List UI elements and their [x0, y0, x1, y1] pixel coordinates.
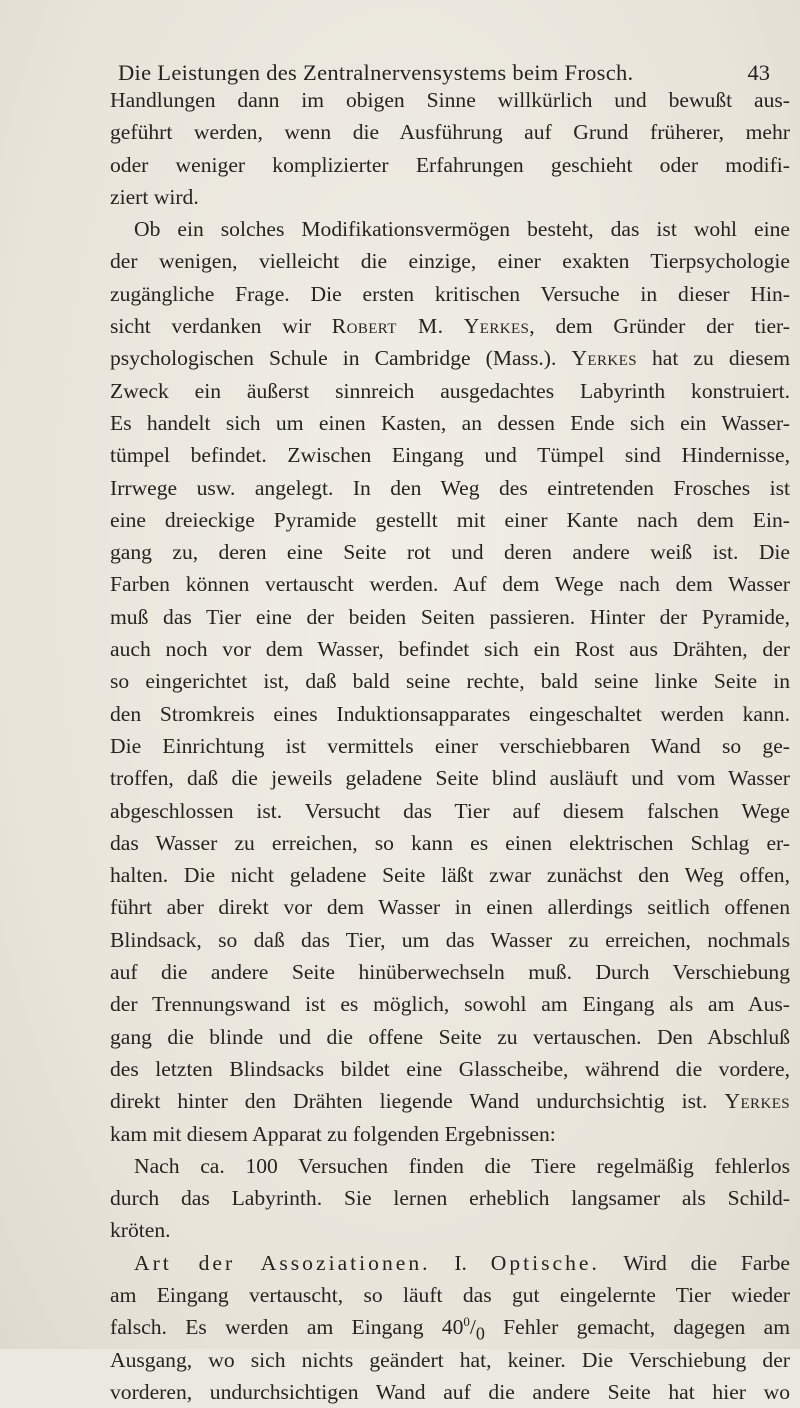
subsection-heading: Optische. — [490, 1250, 600, 1275]
text-line: gang zu, deren eine Seite rot und deren andere weiß ist. Die — [110, 540, 790, 565]
text-line: zugängliche Frage. Die ersten kritischen Versuche in dieser Hin- — [110, 281, 790, 306]
text-line: führt aber direkt vor dem Wasser in einen allerdings seitlich offenen — [110, 895, 790, 920]
text-line — [110, 310, 790, 342]
text-line: Ob ein solches Modifikationsvermögen besteht, das ist wohl eine — [134, 217, 790, 242]
text-run: falsch. Es werden am Eingang 40 — [110, 1315, 464, 1340]
text-line: Die Einrichtung ist vermittels einer verschiebbaren Wand so ge- — [110, 733, 790, 758]
text-line: vorderen, undurchsichtigen Wand auf die andere Seite hat hier wo — [110, 1379, 790, 1404]
text-line: des letzten Blindsacks bildet eine Glasscheibe, während die vordere, — [110, 1056, 790, 1081]
text-line: Farben können vertauscht werden. Auf dem Wege nach dem Wasser — [110, 572, 790, 597]
text-line: kam mit diesem Apparat zu folgenden Ergebnissen: — [110, 1121, 556, 1146]
text-line: troffen, daß die jeweils geladene Seite blind ausläuft und vom Wasser — [110, 766, 790, 791]
percent-sup: 0 — [463, 1314, 470, 1330]
body-text — [110, 84, 790, 1408]
text-line: eine dreieckige Pyramide gestellt mit einer Kante nach dem Ein- — [110, 507, 790, 532]
text-line: gang die blinde und die offene Seite zu vertauschen. Den Abschluß — [110, 1024, 790, 1049]
text-line: am Eingang vertauscht, so läuft das gut eingelernte Tier wieder — [110, 1282, 790, 1307]
text-line: so eingerichtet ist, daß bald seine rechte, bald seine linke Seite in — [110, 669, 790, 694]
author-name: Yerkes — [571, 346, 637, 371]
text-line: den Stromkreis eines Induktionsapparates eingeschaltet werden kann. — [110, 701, 790, 726]
text-line — [110, 1085, 790, 1117]
text-line — [110, 1311, 790, 1343]
text-line: Es handelt sich um einen Kasten, an dessen Ende sich ein Wasser- — [110, 410, 790, 435]
text-run: , dem Gründer der tier- — [529, 314, 790, 339]
percent-slash: / — [469, 1315, 476, 1340]
text-line: muß das Tier eine der beiden Seiten passieren. Hinter der Pyramide, — [110, 604, 790, 629]
text-run: sicht verdanken wir — [110, 314, 332, 339]
text-line: geführt werden, wenn die Ausführung auf Grund früherer, mehr — [110, 120, 790, 145]
text-run: Fehler gemacht, dagegen am — [484, 1315, 790, 1340]
text-line: kröten. — [110, 1218, 171, 1243]
text-line: ziert wird. — [110, 184, 199, 209]
text-line — [110, 342, 790, 374]
author-name: Robert M. Yerkes — [331, 314, 530, 339]
section-heading: Art der Assoziationen. — [134, 1250, 431, 1275]
text-line: Blindsack, so daß das Tier, um das Wasser zu erreichen, nochmals — [110, 927, 790, 952]
text-run: Wird die Farbe — [599, 1250, 791, 1275]
text-run: I. — [430, 1250, 491, 1275]
text-line: durch das Labyrinth. Sie lernen erheblich langsamer als Schild- — [110, 1186, 790, 1211]
author-name: Yerkes — [724, 1089, 790, 1114]
text-line: der Trennungswand ist es möglich, sowohl am Eingang als am Aus- — [110, 992, 790, 1017]
text-line: Ausgang, wo sich nichts geändert hat, keiner. Die Verschiebung der — [110, 1347, 790, 1372]
percent-sub: 0 — [475, 1323, 485, 1344]
text-run: direkt hinter den Drähten liegende Wand undurchsichtig ist. — [110, 1089, 708, 1114]
text-line: tümpel befindet. Zwischen Eingang und Tümpel sind Hindernisse, — [110, 443, 790, 468]
text-line: oder weniger komplizierter Erfahrungen geschieht oder modifi- — [110, 152, 790, 177]
text-run: psychologischen Schule in Cambridge (Mass.). — [110, 346, 572, 371]
text-line: der wenigen, vielleicht die einzige, einer exakten Tierpsychologie — [110, 249, 790, 274]
text-line: das Wasser zu erreichen, so kann es einen elektrischen Schlag er- — [110, 830, 790, 855]
text-line: auch noch vor dem Wasser, befindet sich ein Rost aus Drähten, der — [110, 637, 790, 662]
running-title: Die Leistungen des Zentralnervensystems beim Frosch. — [118, 60, 634, 85]
text-line: Irrwege usw. angelegt. In den Weg des eintretenden Frosches ist — [110, 475, 790, 500]
text-line: Nach ca. 100 Versuchen finden die Tiere regelmäßig fehlerlos — [134, 1153, 790, 1178]
text-line: abgeschlossen ist. Versucht das Tier auf diesem falschen Wege — [110, 798, 790, 823]
text-line: Handlungen dann im obigen Sinne willkürlich und bewußt aus- — [110, 88, 790, 112]
text-line — [110, 1247, 790, 1279]
text-line: halten. Die nicht geladene Seite läßt zwar zunächst den Weg offen, — [110, 863, 790, 888]
text-line: auf die andere Seite hinüberwechseln muß. Durch Verschiebung — [110, 960, 790, 985]
text-line: Zweck ein äußerst sinnreich ausgedachtes Labyrinth konstruiert. — [110, 378, 790, 403]
text-run: hat zu diesem — [636, 346, 790, 371]
page-number: 43 — [747, 60, 770, 85]
